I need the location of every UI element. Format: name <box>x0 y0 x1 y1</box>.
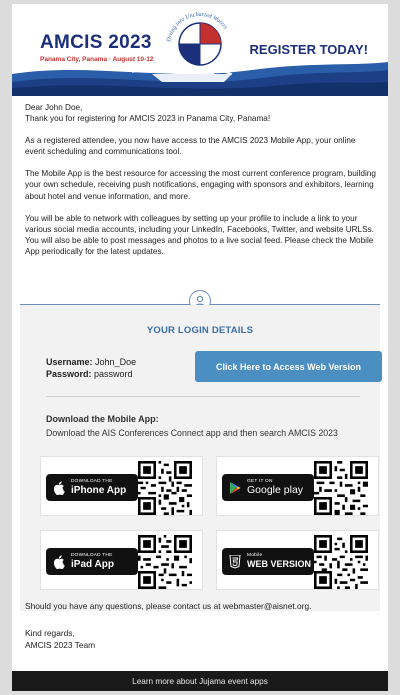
store-small-text: DOWNLOAD THE <box>71 553 113 558</box>
jujama-link[interactable]: Learn more about Jujama event apps <box>132 676 268 686</box>
qr-code-iphone[interactable] <box>138 461 192 515</box>
store-small-text: DOWNLOAD THE <box>71 479 113 484</box>
qr-code-web-version[interactable] <box>314 535 368 589</box>
event-title: AMCIS 2023 <box>40 32 152 53</box>
greeting: Dear John Doe, <box>25 103 83 112</box>
username-label: Username: <box>46 357 93 367</box>
download-instructions: Download the AIS Conferences Connect app and then search AMCIS 2023 <box>46 428 338 438</box>
store-big-text: iPhone App <box>71 485 127 496</box>
apple-icon <box>52 480 66 496</box>
credentials <box>46 356 136 380</box>
login-details-title: YOUR LOGIN DETAILS <box>146 325 254 336</box>
store-small-text: Mobile <box>247 553 263 558</box>
paragraph-network: You will be able to network with colleagues by setting up your profile to include a link to your various social media accounts, including your LinkedIn, Facebooks, Twitter, and website URLSs. You will also be able to post messages and photos to a live social feed. Please check the Mobile App periodically for the latest updates. <box>25 213 374 257</box>
iphone-app-button[interactable] <box>46 474 138 501</box>
email-content <box>12 96 388 258</box>
paragraph-access: As a registered attendee, you now have access to the AMCIS 2023 Mobile App, your online event scheduling and communications tool. <box>25 136 356 157</box>
paragraph-mobile-app: The Mobile App is the best resource for accessing the most current conference program, building your own schedule, receiving push notifications, engaging with sponsors and exhibitors, learning about hotel and venue information, and more. <box>25 169 376 201</box>
paragraph-thanks: Thank you for registering for AMCIS 2023 in Panama City, Panama! <box>25 114 271 124</box>
qr-code-google-play[interactable] <box>314 461 368 515</box>
app-card-iphone <box>40 456 203 516</box>
regards-text: Kind regards, <box>25 628 75 638</box>
download-title: Download the Mobile App: <box>46 414 159 424</box>
contact-text: Should you have any questions, please contact us at webmaster@aisnet.org. <box>25 601 312 611</box>
web-version-button[interactable] <box>222 548 314 575</box>
html5-icon <box>228 554 242 570</box>
store-big-text: WEB VERSION <box>247 559 312 569</box>
app-card-ipad <box>40 530 203 590</box>
ipad-app-button[interactable] <box>46 548 138 575</box>
google-play-icon <box>228 480 242 496</box>
team-signature: AMCIS 2023 Team <box>25 640 96 650</box>
footer-bar <box>12 671 388 691</box>
store-big-text: iPad App <box>71 559 114 570</box>
panel-separator <box>46 396 360 397</box>
app-card-google-play <box>216 456 379 516</box>
brand-block <box>40 32 153 63</box>
app-card-web-version <box>216 530 379 590</box>
tagline-text: Diving into Uncharted Waters <box>166 11 229 43</box>
password-label: Password: <box>46 369 92 379</box>
google-play-button[interactable] <box>222 474 314 501</box>
header-banner <box>12 4 388 96</box>
event-location-date: Panama City, Panama · August 10-12 <box>40 56 154 63</box>
password-value: password <box>94 369 133 379</box>
apple-icon <box>52 554 66 570</box>
sign-off <box>25 627 95 651</box>
email-body <box>12 4 388 691</box>
username-value: John_Doe <box>95 357 137 367</box>
store-big-text: Google play <box>247 484 304 496</box>
login-panel <box>20 305 380 611</box>
access-web-version-button[interactable]: Click Here to Access Web Version <box>195 351 382 382</box>
register-today-link[interactable]: REGISTER TODAY! <box>249 42 368 57</box>
store-small-text: GET IT ON <box>247 479 273 484</box>
qr-code-ipad[interactable] <box>138 535 192 589</box>
